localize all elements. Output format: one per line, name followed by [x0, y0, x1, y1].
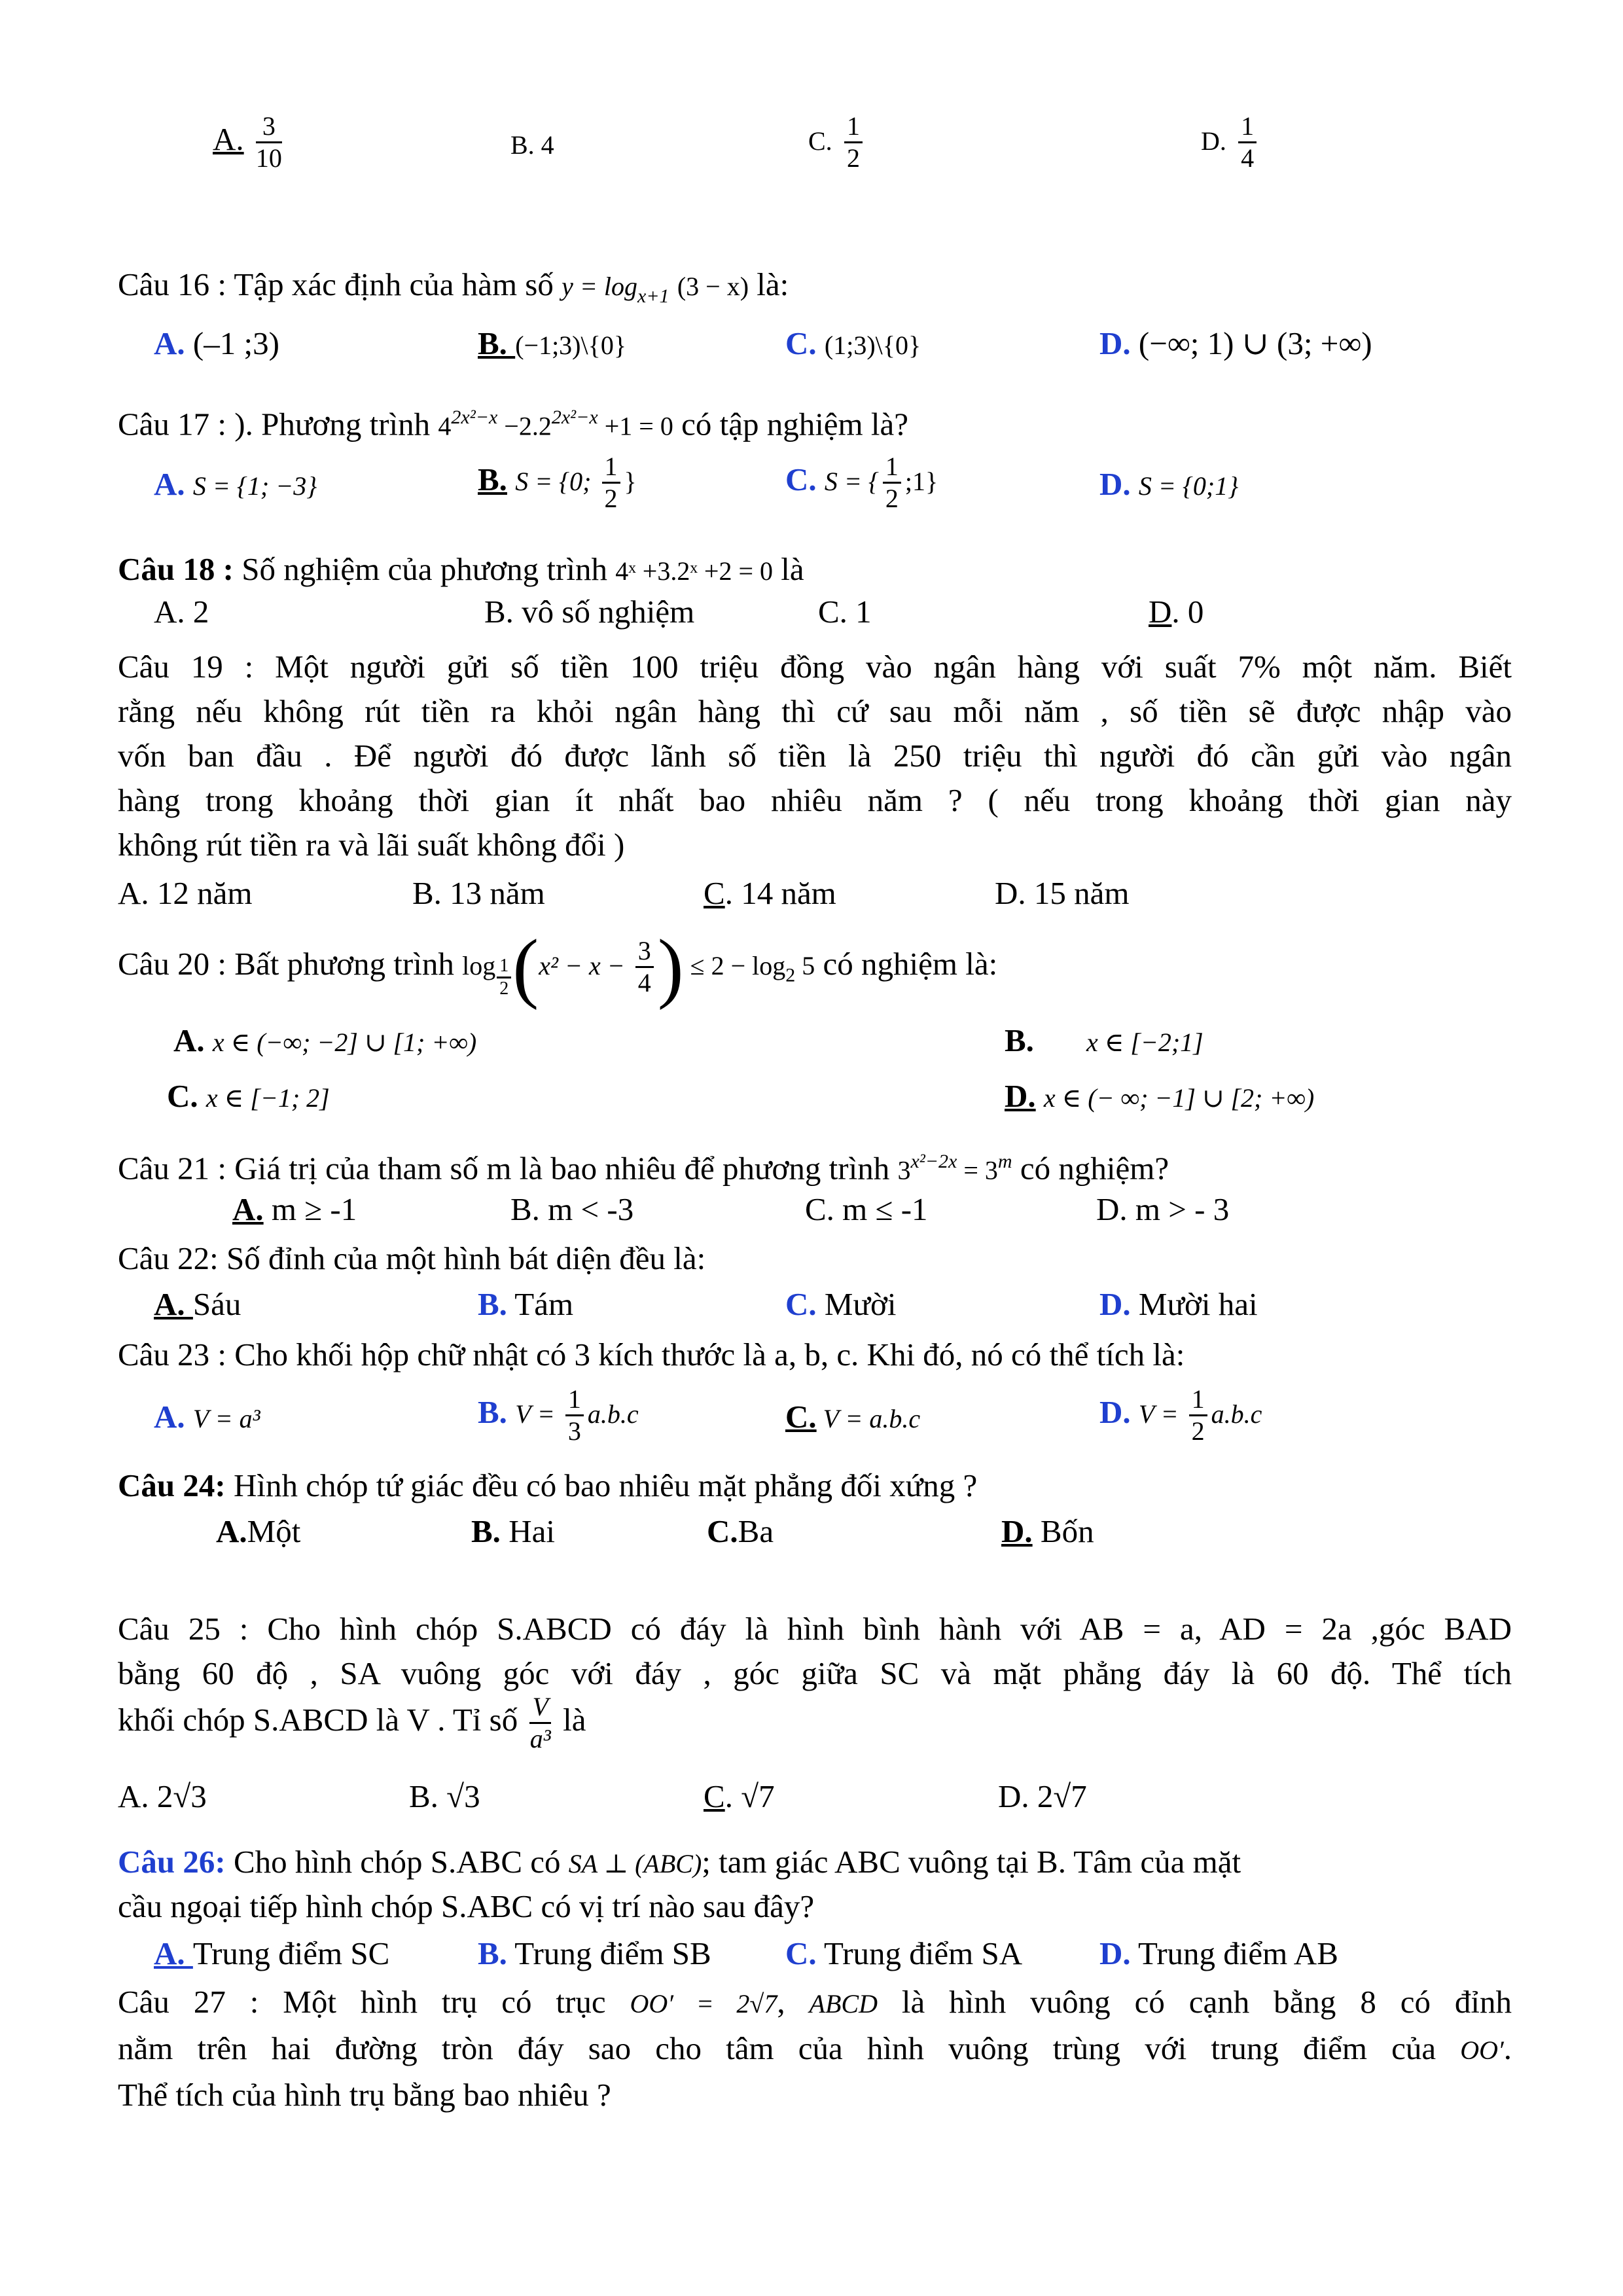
q17-option-d [1099, 465, 1238, 506]
q23-d-post: a.b.c [1211, 1399, 1262, 1429]
q22-option-a [154, 1285, 241, 1324]
q15-option-b: B. 4 [510, 130, 554, 160]
q17-a-label: A. [154, 466, 185, 502]
q17-stem [118, 398, 908, 446]
q17-c-label: C. [785, 461, 817, 497]
q20-option-d [1005, 1077, 1314, 1118]
q26-d-label: D. [1099, 1935, 1131, 1971]
q16-stem [118, 265, 789, 316]
q18-option-c: C. 1 [818, 594, 872, 630]
q20-stem-text: Câu 20 : Bất phương trình [118, 945, 463, 982]
q16-b-label: B. [478, 325, 516, 361]
q15-c-num: 1 [844, 111, 863, 143]
q17-math-1: 4 [438, 411, 452, 441]
q20-option-a [173, 1021, 476, 1062]
q22-b-label: B. [478, 1286, 507, 1322]
q26-option-d [1099, 1934, 1338, 1973]
q20-stem: Câu 20 : Bất phương trình log $\frac{1}{2}$ (x² − x − $\frac{3}{4}$ ) ≤ $2 - \log_2 5$ có nghiệm là: [118, 923, 998, 1011]
q27-line1-text: Câu 27 : Một hình trụ có trục [118, 1984, 630, 2020]
q20-inner-den: 4 [637, 968, 651, 997]
q15-a-den: 10 [255, 143, 282, 173]
q21-math-base: 3 [897, 1155, 911, 1185]
q21-option-d: D. m > - 3 [1096, 1191, 1230, 1227]
q27-line2-math: OO′ [1460, 2036, 1504, 2065]
q27-line1-math2: ABCD [809, 1989, 878, 2018]
q20-option-c [167, 1077, 330, 1118]
q27-line1-end: là hình vuông có cạnh bằng 8 có đỉnh [877, 1984, 1512, 2020]
q17-d-label: D. [1099, 466, 1131, 502]
q19-line: Câu 19 : Một người gửi số tiền 100 triệu đồng vào ngân hàng với suất 7% một năm. Biết [118, 649, 1512, 685]
q23-a-value: V = a³ [192, 1404, 260, 1433]
q20-option-b [1005, 1021, 1204, 1062]
q23-option-d [1099, 1384, 1262, 1446]
q19-line: rằng nếu không rút tiền ra khỏi ngân hàng thì cứ sau mỗi năm , số tiền sẽ được nhập vào [118, 693, 1512, 729]
q26-a-value: Trung điểm SC [192, 1935, 390, 1971]
q23-stem: Câu 23 : Cho khối hộp chữ nhật có 3 kích thước là a, b, c. Khi đó, nó có thể tích là: [118, 1336, 1185, 1372]
q21-math-exp2: m [997, 1151, 1012, 1172]
q27-line1-sep: , [777, 1984, 810, 2020]
q22-a-value: Sáu [192, 1286, 241, 1322]
q25-stem-line3 [118, 1692, 586, 1754]
q18-d-label: D [1149, 594, 1172, 630]
q22-a-label: A. [154, 1286, 193, 1322]
q16-b-value: (−1;3)\{0} [515, 331, 627, 360]
q19-c-value: . 14 năm [724, 875, 836, 911]
q25-frac-num: V [529, 1692, 550, 1724]
q26-stem-line2: cầu ngoại tiếp hình chóp S.ABC có vị trí nào sau đây? [118, 1888, 815, 1924]
q27-line2 [118, 2026, 1512, 2073]
q22-c-value: Mười [816, 1286, 897, 1322]
q27-line1-math: OO′ = 2√7 [630, 1989, 777, 2018]
q20-a-label: A. [173, 1022, 205, 1058]
q15-c-label: C. [808, 126, 832, 156]
q24-option-d [1001, 1512, 1094, 1551]
q19-option-d: D. 15 năm [995, 875, 1130, 911]
q21-stem [118, 1142, 1169, 1190]
q23-a-label: A. [154, 1399, 185, 1435]
q16-d-label: D. [1099, 325, 1131, 361]
q19-line: không rút tiền ra và lãi suất không đổi ) [118, 827, 625, 863]
q17-b-pre: S = {0; [515, 466, 598, 496]
q20-rhs-sub: 2 [785, 964, 796, 986]
q18-option-a: A. 2 [154, 594, 209, 630]
q23-b-den: 3 [567, 1416, 581, 1446]
q20-b-label: B. [1005, 1022, 1034, 1058]
q18-stem-end: là [773, 551, 804, 587]
q15-a-label: A. [213, 120, 244, 157]
q20-base-num: 1 [497, 956, 511, 978]
q16-stem-text: Câu 16 : Tập xác định của hàm số [118, 266, 562, 302]
q16-option-c [785, 324, 921, 365]
q24-a-value: Một [247, 1513, 301, 1549]
q18-option-b: B. vô số nghiệm [484, 594, 695, 630]
q24-a-label: A. [216, 1513, 247, 1549]
q18-label: Câu 18 : [118, 551, 234, 587]
q15-d-num: 1 [1238, 111, 1257, 143]
q26-d-value: Trung điểm AB [1130, 1935, 1338, 1971]
q17-a-value: S = {1; −3} [192, 471, 317, 501]
q24-option-c [707, 1512, 774, 1551]
q20-c-label: C. [167, 1078, 198, 1114]
q23-b-post: a.b.c [587, 1399, 639, 1429]
q22-d-value: Mười hai [1130, 1286, 1258, 1322]
q24-c-value: Ba [738, 1513, 774, 1549]
q20-log: log [462, 950, 496, 980]
q17-c-pre: S = { [824, 466, 879, 496]
q23-option-a [154, 1397, 260, 1439]
q16-math-arg: (3 − x) [677, 272, 749, 301]
q26-math: SA ⊥ (ABC) [568, 1849, 702, 1878]
q19-option-c [704, 874, 836, 913]
q23-d-num: 1 [1189, 1384, 1207, 1416]
q26-option-c [785, 1934, 1022, 1973]
q17-b-den: 2 [604, 484, 618, 513]
q16-a-value: (–1 ;3) [192, 325, 279, 361]
q16-option-a [154, 324, 279, 363]
q26-stem-text: Cho hình chóp S.ABC có [225, 1844, 569, 1880]
q22-stem: Câu 22: Số đỉnh của một hình bát diện đều là: [118, 1240, 706, 1276]
q27-line1 [118, 1980, 1512, 2026]
q24-label: Câu 24: [118, 1467, 226, 1503]
q17-c-den: 2 [885, 484, 899, 513]
q21-option-c: C. m ≤ -1 [805, 1191, 928, 1227]
q26-c-value: Trung điểm SA [816, 1935, 1023, 1971]
q25-option-b: B. √3 [409, 1778, 480, 1814]
q25-c-value: . √7 [724, 1778, 775, 1814]
q17-stem-end: có tập nghiệm là? [681, 406, 909, 442]
q24-stem [118, 1466, 977, 1505]
q26-b-value: Trung điểm SB [507, 1935, 711, 1971]
q16-stem-end: là: [757, 266, 789, 302]
q19-stem [118, 645, 1512, 867]
q24-option-b [471, 1512, 555, 1551]
q23-b-pre: V = [515, 1399, 562, 1429]
q17-c-num: 1 [883, 452, 901, 484]
q17-option-b [478, 452, 637, 514]
q26-option-b [478, 1934, 711, 1973]
q23-c-label: C. [785, 1399, 817, 1435]
q23-b-label: B. [478, 1393, 507, 1430]
q16-c-value: (1;3)\{0} [824, 331, 921, 360]
q19-line: hàng trong khoảng thời gian ít nhất bao nhiêu năm ? ( nếu trong khoảng thời gian này [118, 782, 1512, 818]
q17-math-3: +1 = 0 [597, 411, 673, 441]
q23-option-b [478, 1384, 639, 1446]
q18-stem [118, 550, 804, 591]
q15-option-a [213, 111, 286, 173]
q20-d-label: D. [1005, 1078, 1036, 1114]
q23-d-label: D. [1099, 1393, 1131, 1430]
q17-exp-2: 2x²−x [551, 406, 598, 428]
q18-stem-text: Số nghiệm của phương trình [233, 551, 616, 587]
q27-stem [118, 1980, 1512, 2117]
q20-base-den: 2 [499, 978, 509, 999]
q15-c-den: 2 [846, 143, 860, 173]
q25-line3-end: là [554, 1701, 586, 1738]
q16-c-label: C. [785, 325, 817, 361]
q23-option-c [785, 1397, 920, 1439]
q24-d-label: D. [1001, 1513, 1033, 1549]
q17-d-value: S = {0;1} [1138, 471, 1239, 501]
q17-b-num: 1 [602, 452, 620, 484]
q26-label: Câu 26: [118, 1844, 226, 1880]
q16-option-b [478, 324, 626, 365]
q24-b-value: Hai [500, 1513, 555, 1549]
q17-stem-text: Câu 17 : ). Phương trình [118, 406, 438, 442]
q17-option-a [154, 465, 317, 506]
q17-exp-1: 2x²−x [451, 406, 498, 428]
q18-math: 4ˣ +3.2ˣ +2 = 0 [615, 556, 774, 586]
q20-d-value: x ∈ (− ∞; −1] ∪ [2; +∞) [1043, 1083, 1315, 1113]
q22-d-label: D. [1099, 1286, 1131, 1322]
q23-d-den: 2 [1191, 1416, 1205, 1446]
q24-b-label: B. [471, 1513, 501, 1549]
q26-c-label: C. [785, 1935, 817, 1971]
q22-option-b [478, 1285, 573, 1324]
q26-stem [118, 1842, 1512, 1884]
q26-stem-end: ; tam giác ABC vuông tại B. Tâm của mặt [702, 1844, 1241, 1880]
q20-rhs-end: 5 [795, 950, 815, 980]
q24-c-label: C. [707, 1513, 738, 1549]
q26-option-a [154, 1934, 389, 1973]
q25-frac-den: a³ [529, 1724, 551, 1753]
q20-inner: x² − x − [539, 950, 632, 980]
q21-a-value: m ≥ -1 [263, 1191, 357, 1227]
q19-c-label: C [704, 875, 725, 911]
q25-option-a: A. 2√3 [118, 1778, 207, 1814]
q22-c-label: C. [785, 1286, 817, 1322]
q23-c-value: V = a.b.c [816, 1404, 921, 1433]
q25-line: bằng 60 độ , SA vuông góc với đáy , góc giữa SC và mặt phẳng đáy là 60 độ. Thể tích [118, 1655, 1512, 1691]
q20-b-value: x ∈ [−2;1] [1086, 1028, 1204, 1057]
q17-math-2: −2.2 [497, 411, 552, 441]
q22-option-c [785, 1285, 897, 1324]
q15-d-den: 4 [1241, 143, 1255, 173]
q25-stem [118, 1607, 1512, 1696]
q15-d-label: D. [1201, 126, 1226, 156]
q19-option-a: A. 12 năm [118, 875, 253, 911]
q18-option-d [1149, 592, 1204, 632]
q18-d-value: . 0 [1171, 594, 1204, 630]
q27-line3: Thể tích của hình trụ bằng bao nhiêu ? [118, 2077, 611, 2113]
q17-b-label: B. [478, 461, 507, 497]
q20-c-value: x ∈ [−1; 2] [205, 1083, 330, 1113]
q24-d-value: Bốn [1032, 1513, 1094, 1549]
q21-a-label: A. [232, 1191, 264, 1227]
q16-option-d [1099, 324, 1372, 363]
q26-a-label: A. [154, 1935, 193, 1971]
q16-math: y = log [562, 272, 637, 301]
q19-option-b: B. 13 năm [412, 875, 545, 911]
q21-math-mid: = 3 [957, 1155, 998, 1185]
q19-line: vốn ban đầu . Để người đó được lãnh số tiền là 250 triệu thì người đó cần gửi vào ngân [118, 738, 1512, 774]
q22-option-d [1099, 1285, 1258, 1324]
q15-option-d [1201, 111, 1260, 173]
q25-option-d: D. 2√7 [998, 1778, 1087, 1814]
q20-inner-num: 3 [635, 936, 654, 968]
q26-b-label: B. [478, 1935, 507, 1971]
q24-option-a [216, 1512, 300, 1551]
q17-c-post: ;1} [904, 466, 938, 496]
q16-a-label: A. [154, 325, 185, 361]
q21-option-a [232, 1190, 357, 1229]
q21-option-b: B. m < -3 [510, 1191, 634, 1227]
q25-c-label: C [704, 1778, 725, 1814]
q22-b-value: Tám [507, 1286, 574, 1322]
q21-stem-text: Câu 21 : Giá trị của tham số m là bao nhiêu để phương trình [118, 1150, 898, 1187]
q24-stem-text: Hình chóp tứ giác đều có bao nhiêu mặt phẳng đối xứng ? [225, 1467, 978, 1503]
q25-option-c [704, 1777, 775, 1816]
q23-d-pre: V = [1138, 1399, 1185, 1429]
q25-line: Câu 25 : Cho hình chóp S.ABCD có đáy là hình bình hành với AB = a, AD = 2a ,góc BAD [118, 1611, 1512, 1647]
q16-d-value: (−∞; 1) ∪ (3; +∞) [1138, 325, 1372, 361]
q23-b-num: 1 [565, 1384, 584, 1416]
q27-line2-text: nằm trên hai đường tròn đáy sao cho tâm của hình vuông trùng với trung điểm của [118, 2030, 1461, 2066]
q21-math-exp: x²−2x [910, 1151, 957, 1172]
q17-b-post: } [624, 466, 637, 496]
q20-a-value: x ∈ (−∞; −2] ∪ [1; +∞) [212, 1028, 477, 1057]
q17-option-c [785, 452, 938, 514]
q20-rhs: ≤ 2 − log [683, 950, 786, 980]
q20-stem-end: có nghiệm là: [823, 945, 998, 982]
q16-math-sub: x+1 [637, 285, 669, 307]
q15-a-num: 3 [256, 111, 282, 143]
q25-line3-text: khối chóp S.ABCD là V . Tỉ số [118, 1701, 526, 1738]
q27-line2-end: . [1503, 2030, 1512, 2066]
q21-stem-end: có nghiệm? [1020, 1150, 1169, 1187]
q15-option-c [808, 111, 866, 173]
